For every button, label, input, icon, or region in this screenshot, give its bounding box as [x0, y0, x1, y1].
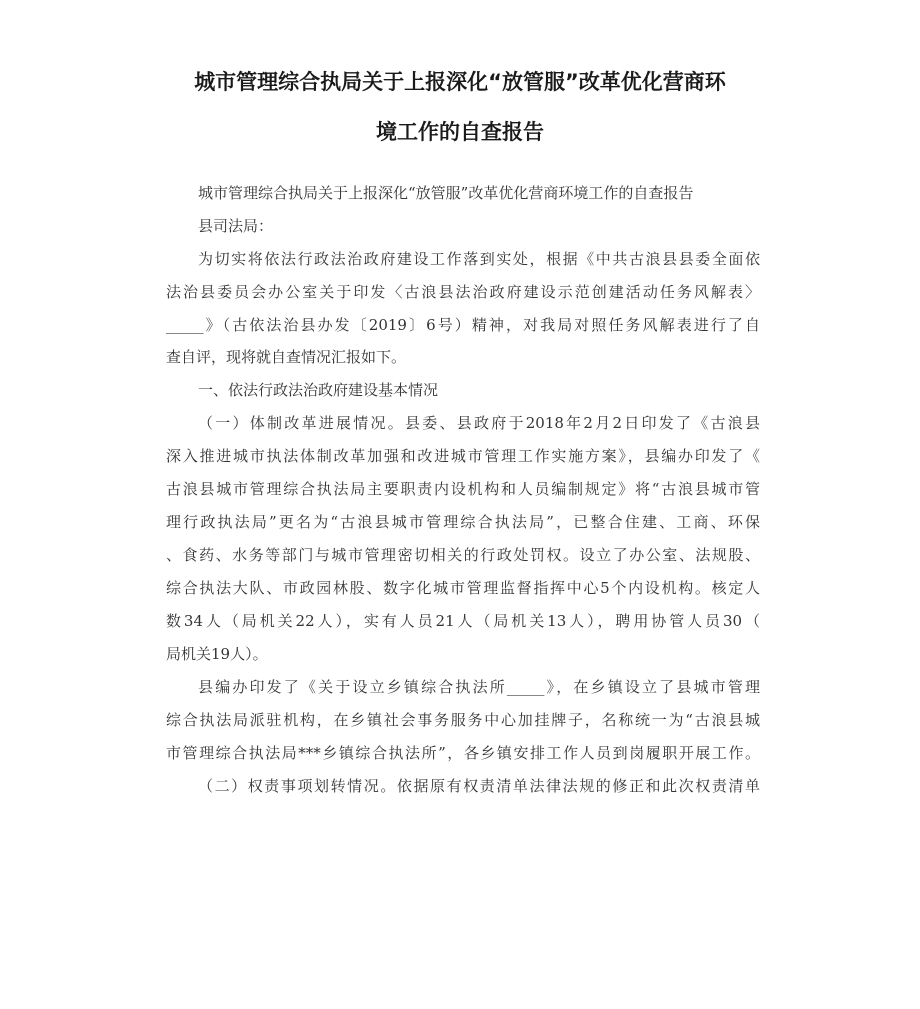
paragraph-line: 理行政执法局”更名为“古浪县城市管理综合执法局”，已整合住建、工商、环保 [166, 513, 760, 531]
paragraph-line: 局机关19人）。 [166, 645, 268, 663]
paragraph-line: 法治县委员会办公室关于印发〈古浪县法治政府建设示范创建活动任务风解表〉 [166, 283, 760, 301]
paragraph-line: （一）体制改革进展情况。县委、县政府于2018年2月2日印发了《古浪县 [198, 414, 760, 432]
report-heading-line: 城市管理综合执局关于上报深化“放管服”改革优化营商环境工作的自查报告 [198, 184, 694, 202]
paragraph-line: 综合执法大队、市政园林股、数字化城市管理监督指挥中心5个内设机构。核定人 [166, 579, 760, 597]
document-title-line-1: 城市管理综合执局关于上报深化“放管服”改革优化营商环 [194, 70, 726, 94]
paragraph-line: 、食药、水务等部门与城市管理密切相关的行政处罚权。设立了办公室、法规股、 [166, 546, 760, 564]
section-heading: 一、依法行政法治政府建设基本情况 [198, 381, 439, 399]
paragraph-line: （二）权责事项划转情况。依据原有权责清单法律法规的修正和此次权责清单 [198, 777, 760, 795]
paragraph-line: 深入推进城市执法体制改革加强和改进城市管理工作实施方案》，县编办印发了《 [166, 447, 760, 465]
paragraph-line: 为切实将依法行政法治政府建设工作落到实处，根据《中共古浪县县委全面依 [198, 250, 760, 268]
addressee-line: 县司法局： [198, 217, 274, 235]
paragraph-line: 综合执法局派驻机构，在乡镇社会事务服务中心加挂牌子，名称统一为“古浪县城 [166, 711, 760, 729]
paragraph-line: 查自评，现将就自查情况汇报如下。 [166, 348, 407, 366]
paragraph-line: 县编办印发了《关于设立乡镇综合执法所_____》，在乡镇设立了县城市管理 [198, 678, 760, 696]
paragraph-line: _____》（古依法治县办发〔2019〕6号）精神，对我局对照任务风解表进行了自 [166, 316, 760, 334]
document-title-line-2: 境工作的自查报告 [376, 120, 544, 144]
paragraph-line: 数34人（局机关22人），实有人员21人（局机关13人），聘用协管人员30（ [166, 612, 760, 630]
paragraph-line: 市管理综合执法局***乡镇综合执法所”，各乡镇安排工作人员到岗履职开展工作。 [166, 744, 760, 762]
paragraph-line: 古浪县城市管理综合执法局主要职责内设机构和人员编制规定》将“古浪县城市管 [166, 480, 760, 498]
